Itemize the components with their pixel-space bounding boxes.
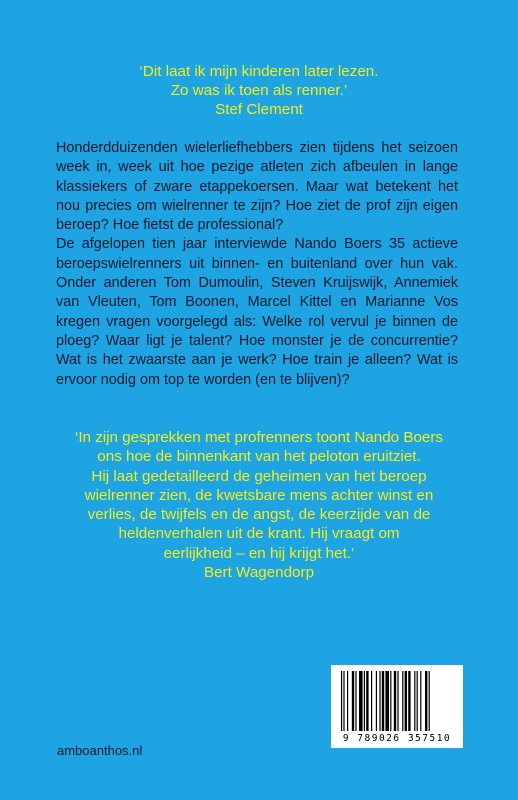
bottom-quote-line: heldenverhalen uit de krant. Hij vraagt om	[118, 525, 400, 543]
top-quote-author: Stef Clement	[215, 101, 303, 118]
book-description	[56, 139, 458, 390]
bottom-quote-line: verlies, de twijfels en de angst, de keerzijde van de	[87, 506, 431, 524]
bottom-quote-line: wielrenner zien, de kwetsbare mens achter winst en	[84, 486, 434, 504]
bottom-quote-line: Hij laat gedetailleerd de geheimen van het beroep	[91, 467, 427, 485]
publisher-website: amboanthos.nl	[57, 743, 143, 758]
bottom-quote-line: eerlijkheid – en hij krijgt het.’	[163, 544, 355, 562]
barcode-bars-icon	[339, 671, 455, 731]
barcode	[331, 665, 463, 748]
description-paragraph: De afgelopen tien jaar interviewde Nando Boers 35 actieve beroepswielrenners uit binnen- en buitenland over hun vak. Onder anderen Tom Dumoulin, Steven Kruijswijk, Annemiek van Vleuten, Tom Boonen, Marcel Kittel en Marianne Vos kregen vragen voorgelegd als: Welke rol vervul je binnen de ploeg? Waar ligt je talent? Hoe monster je de concurrentie? Wat is het zwaarste aan je werk? Hoe train je alleen? Wat is ervoor nodig om top te worden (en te blijven)?	[56, 236, 458, 388]
description-paragraph: Honderdduizenden wielerliefhebbers zien tijdens het seizoen week in, week uit hoe pezige atleten zich afbeulen in lange klassiekers of zware etappekoersen. Maar wat betekent het nou precies om wielrenner te zijn? Hoe ziet de prof zijn eigen beroep? Hoe fietst de professional?	[56, 140, 458, 234]
top-quote	[0, 62, 518, 119]
top-quote-line: Zo was ik toen als renner.’	[170, 82, 348, 99]
barcode-number: 9 789026 357510	[342, 733, 452, 744]
bottom-quote-line: ‘In zijn gesprekken met profrenners toont Nando Boers	[74, 429, 444, 446]
top-quote-line: ‘Dit laat ik mijn kinderen later lezen.	[139, 63, 379, 80]
bottom-quote	[0, 428, 518, 582]
bottom-quote-author: Bert Wagendorp	[203, 564, 315, 582]
bottom-quote-line: ons hoe de binnenkant van het peloton eruitziet.	[97, 448, 421, 466]
